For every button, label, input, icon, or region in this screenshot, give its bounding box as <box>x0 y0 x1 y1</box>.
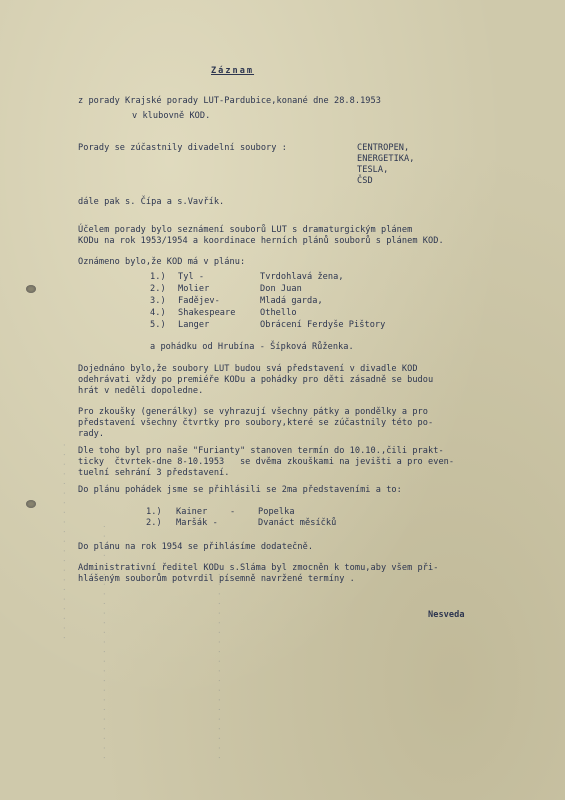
fairy-number: 1.) <box>146 507 162 517</box>
fairy-author: Kainer <box>176 507 208 517</box>
paragraph-line: Dle toho byl pro naše "Furianty" stanoven termín do 10.10.,čili prakt- <box>78 446 444 456</box>
plan-author: Fadějev- <box>178 296 220 306</box>
participants-intro: Porady se zúčastnily divadelní soubory : <box>78 143 287 153</box>
signature-name: Nesveda <box>428 610 465 620</box>
paragraph-line: ticky čtvrtek-dne 8-10.1953 se dvěma zkouškami na jevišti a pro even- <box>78 457 455 467</box>
header-line: v klubovně KOD. <box>132 111 211 121</box>
plan-number: 5.) <box>150 320 166 330</box>
further-participants: dále pak s. Čípa a s.Vavřík. <box>78 197 225 207</box>
plan-author: Shakespeare <box>178 308 236 318</box>
participant: TESLA, <box>357 165 389 175</box>
bleed-through-text: · · · · · · · · · · · · · · · · · · · · <box>215 572 224 760</box>
paragraph-line: představení všechny čtvrtky pro soubory,které se zúčastnily této po- <box>78 418 434 428</box>
plan-title: Othello <box>260 308 297 318</box>
admin-line: Administrativní ředitel KODu s.Sláma byl zmocněn k tomu,aby všem při- <box>78 563 439 573</box>
header-line: z porady Krajské porady LUT-Pardubice,konané dne 28.8.1953 <box>78 96 381 106</box>
paragraph-line: Dojednáno bylo,že soubory LUT budou svá představení v divadle KOD <box>78 364 418 374</box>
plan-title: Don Juan <box>260 284 302 294</box>
participant: ČSD <box>357 176 373 186</box>
fairytale-line: a pohádku od Hrubína - Šípková Růženka. <box>150 342 354 352</box>
participant: ENERGETIKA, <box>357 154 415 164</box>
admin-line: hlášeným souborům potvrdil písemně navržené termíny . <box>78 574 355 584</box>
fairy-dash: - <box>230 507 236 517</box>
fairy-author: Maršák - <box>176 518 218 528</box>
bleed-through-text: · · · · · · · · · · · · · · · · · · · · · <box>60 442 69 640</box>
plan-title: Tvrdohlavá žena, <box>260 272 344 282</box>
plan-title: Mladá garda, <box>260 296 323 306</box>
fairy-title: Dvanáct měsíčků <box>258 518 337 528</box>
fairytale-intro: Do plánu pohádek jsme se přihlásili se 2ma představeními a to: <box>78 485 402 495</box>
purpose-line: KODu na rok 1953/1954 a koordinace herních plánů souborů s plánem KOD. <box>78 236 444 246</box>
punch-hole <box>26 500 36 508</box>
paragraph-line: rady. <box>78 429 105 439</box>
plan-number: 4.) <box>150 308 166 318</box>
paragraph-line: odehrávati vždy po premiéře KODu a pohádky pro děti zásadně se budou <box>78 375 434 385</box>
purpose-line: Účelem porady bylo seznámení souborů LUT s dramaturgickým plánem <box>78 225 413 235</box>
plan-intro: Oznámeno bylo,že KOD má v plánu: <box>78 257 246 267</box>
plan-number: 2.) <box>150 284 166 294</box>
plan-author: Langer <box>178 320 210 330</box>
participant: CENTROPEN, <box>357 143 410 153</box>
plan-title: Obrácení Ferdyše Pištory <box>260 320 386 330</box>
punch-hole <box>26 285 36 293</box>
document-title: Záznam <box>211 66 255 76</box>
paragraph-line: tuelní sehrání 3 představení. <box>78 468 230 478</box>
plan-number: 3.) <box>150 296 166 306</box>
paragraph-line: hrát v neděli dopoledne. <box>78 386 204 396</box>
fairy-number: 2.) <box>146 518 162 528</box>
plan-number: 1.) <box>150 272 166 282</box>
fairy-title: Popelka <box>258 507 295 517</box>
plan-author: Tyl - <box>178 272 205 282</box>
plan-1954-line: Do plánu na rok 1954 se přihlásíme dodatečně. <box>78 542 314 552</box>
plan-author: Molier <box>178 284 210 294</box>
bleed-through-text: · · · · · · · · · · · · · · · · · · · · · · · · · <box>100 523 109 760</box>
paragraph-line: Pro zkoušky (generálky) se vyhrazují všechny pátky a pondělky a pro <box>78 407 428 417</box>
